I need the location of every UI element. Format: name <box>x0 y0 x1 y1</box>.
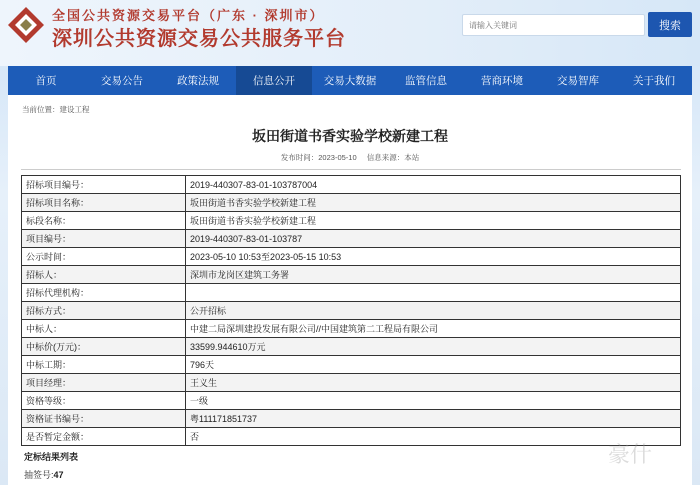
field-value <box>186 284 681 302</box>
field-label: 资格证书编号： <box>22 410 186 428</box>
table-row <box>22 212 681 230</box>
article-meta <box>0 152 700 163</box>
publish-time: 发布时间：2023-05-10 <box>280 153 357 162</box>
field-value: 2019-440307-83-01-103787 <box>186 230 681 248</box>
search-button[interactable]: 搜索 <box>648 12 692 37</box>
field-label: 中标人： <box>22 320 186 338</box>
field-value: 否 <box>186 428 681 446</box>
draw-number <box>24 468 64 481</box>
field-label: 招标项目名称： <box>22 194 186 212</box>
results-list-title: 定标结果列表 <box>24 452 79 462</box>
draw-number-label: 抽签号: <box>24 470 54 480</box>
field-label: 资格等级： <box>22 392 186 410</box>
draw-number-value: 47 <box>53 470 64 480</box>
field-label: 是否暂定金额： <box>22 428 186 446</box>
nav-item-think-tank[interactable]: 交易智库 <box>557 75 599 87</box>
table-row <box>22 302 681 320</box>
table-row <box>22 410 681 428</box>
field-label: 项目经理： <box>22 374 186 392</box>
field-value: 一级 <box>186 392 681 410</box>
main-nav <box>8 66 692 95</box>
table-row <box>22 428 681 446</box>
breadcrumb: 当前位置：建设工程 <box>22 105 90 114</box>
nav-item-big-data[interactable]: 交易大数据 <box>323 75 377 87</box>
nav-item-supervision[interactable]: 监管信息 <box>405 75 447 87</box>
field-value: 中建二局深圳建投发展有限公司//中国建筑第二工程局有限公司 <box>186 320 681 338</box>
info-source: 信息来源：本站 <box>366 153 420 162</box>
nav-item-about[interactable]: 关于我们 <box>633 75 675 87</box>
divider <box>21 169 681 170</box>
field-value: 公开招标 <box>186 302 681 320</box>
bid-result-table <box>21 175 681 446</box>
table-row <box>22 356 681 374</box>
table-row <box>22 230 681 248</box>
field-value: 33599.944610万元 <box>186 338 681 356</box>
watermark-text: 豪什 <box>608 443 653 468</box>
field-value: 王义生 <box>186 374 681 392</box>
nav-item-policies[interactable]: 政策法规 <box>177 75 219 87</box>
field-value: 坂田街道书香实验学校新建工程 <box>186 194 681 212</box>
nav-item-info-disclosure[interactable]: 信息公开 <box>236 66 312 95</box>
page-title: 坂田街道书香实验学校新建工程 <box>252 128 448 144</box>
field-label: 中标价(万元)： <box>22 338 186 356</box>
field-value: 796天 <box>186 356 681 374</box>
table-row <box>22 248 681 266</box>
field-label: 公示时间： <box>22 248 186 266</box>
site-logo-icon[interactable] <box>6 5 46 45</box>
table-row <box>22 266 681 284</box>
platform-title: 深圳公共资源交易公共服务平台 <box>52 28 346 50</box>
field-label: 招标人： <box>22 266 186 284</box>
watermark-logo <box>608 438 698 483</box>
nav-item-business-env[interactable]: 营商环境 <box>481 75 523 87</box>
table-row <box>22 284 681 302</box>
field-label: 招标方式： <box>22 302 186 320</box>
field-value: 粤111171851737 <box>186 410 681 428</box>
nav-item-announcements[interactable]: 交易公告 <box>101 75 143 87</box>
nav-item-home[interactable]: 首页 <box>35 75 57 87</box>
site-header <box>0 0 700 66</box>
field-label: 招标代理机构： <box>22 284 186 302</box>
search-input[interactable] <box>462 14 645 36</box>
table-row <box>22 194 681 212</box>
table-row <box>22 176 681 194</box>
field-label: 标段名称： <box>22 212 186 230</box>
table-row <box>22 320 681 338</box>
field-value: 深圳市龙岗区建筑工务署 <box>186 266 681 284</box>
field-label: 项目编号： <box>22 230 186 248</box>
table-row <box>22 374 681 392</box>
field-value: 2019-440307-83-01-103787004 <box>186 176 681 194</box>
field-value: 坂田街道书香实验学校新建工程 <box>186 212 681 230</box>
table-row <box>22 338 681 356</box>
field-value: 2023-05-10 10:53至2023-05-15 10:53 <box>186 248 681 266</box>
field-label: 招标项目编号： <box>22 176 186 194</box>
table-row <box>22 392 681 410</box>
platform-subtitle: 全国公共资源交易平台（广东 · 深圳市） <box>52 8 325 23</box>
field-label: 中标工期： <box>22 356 186 374</box>
